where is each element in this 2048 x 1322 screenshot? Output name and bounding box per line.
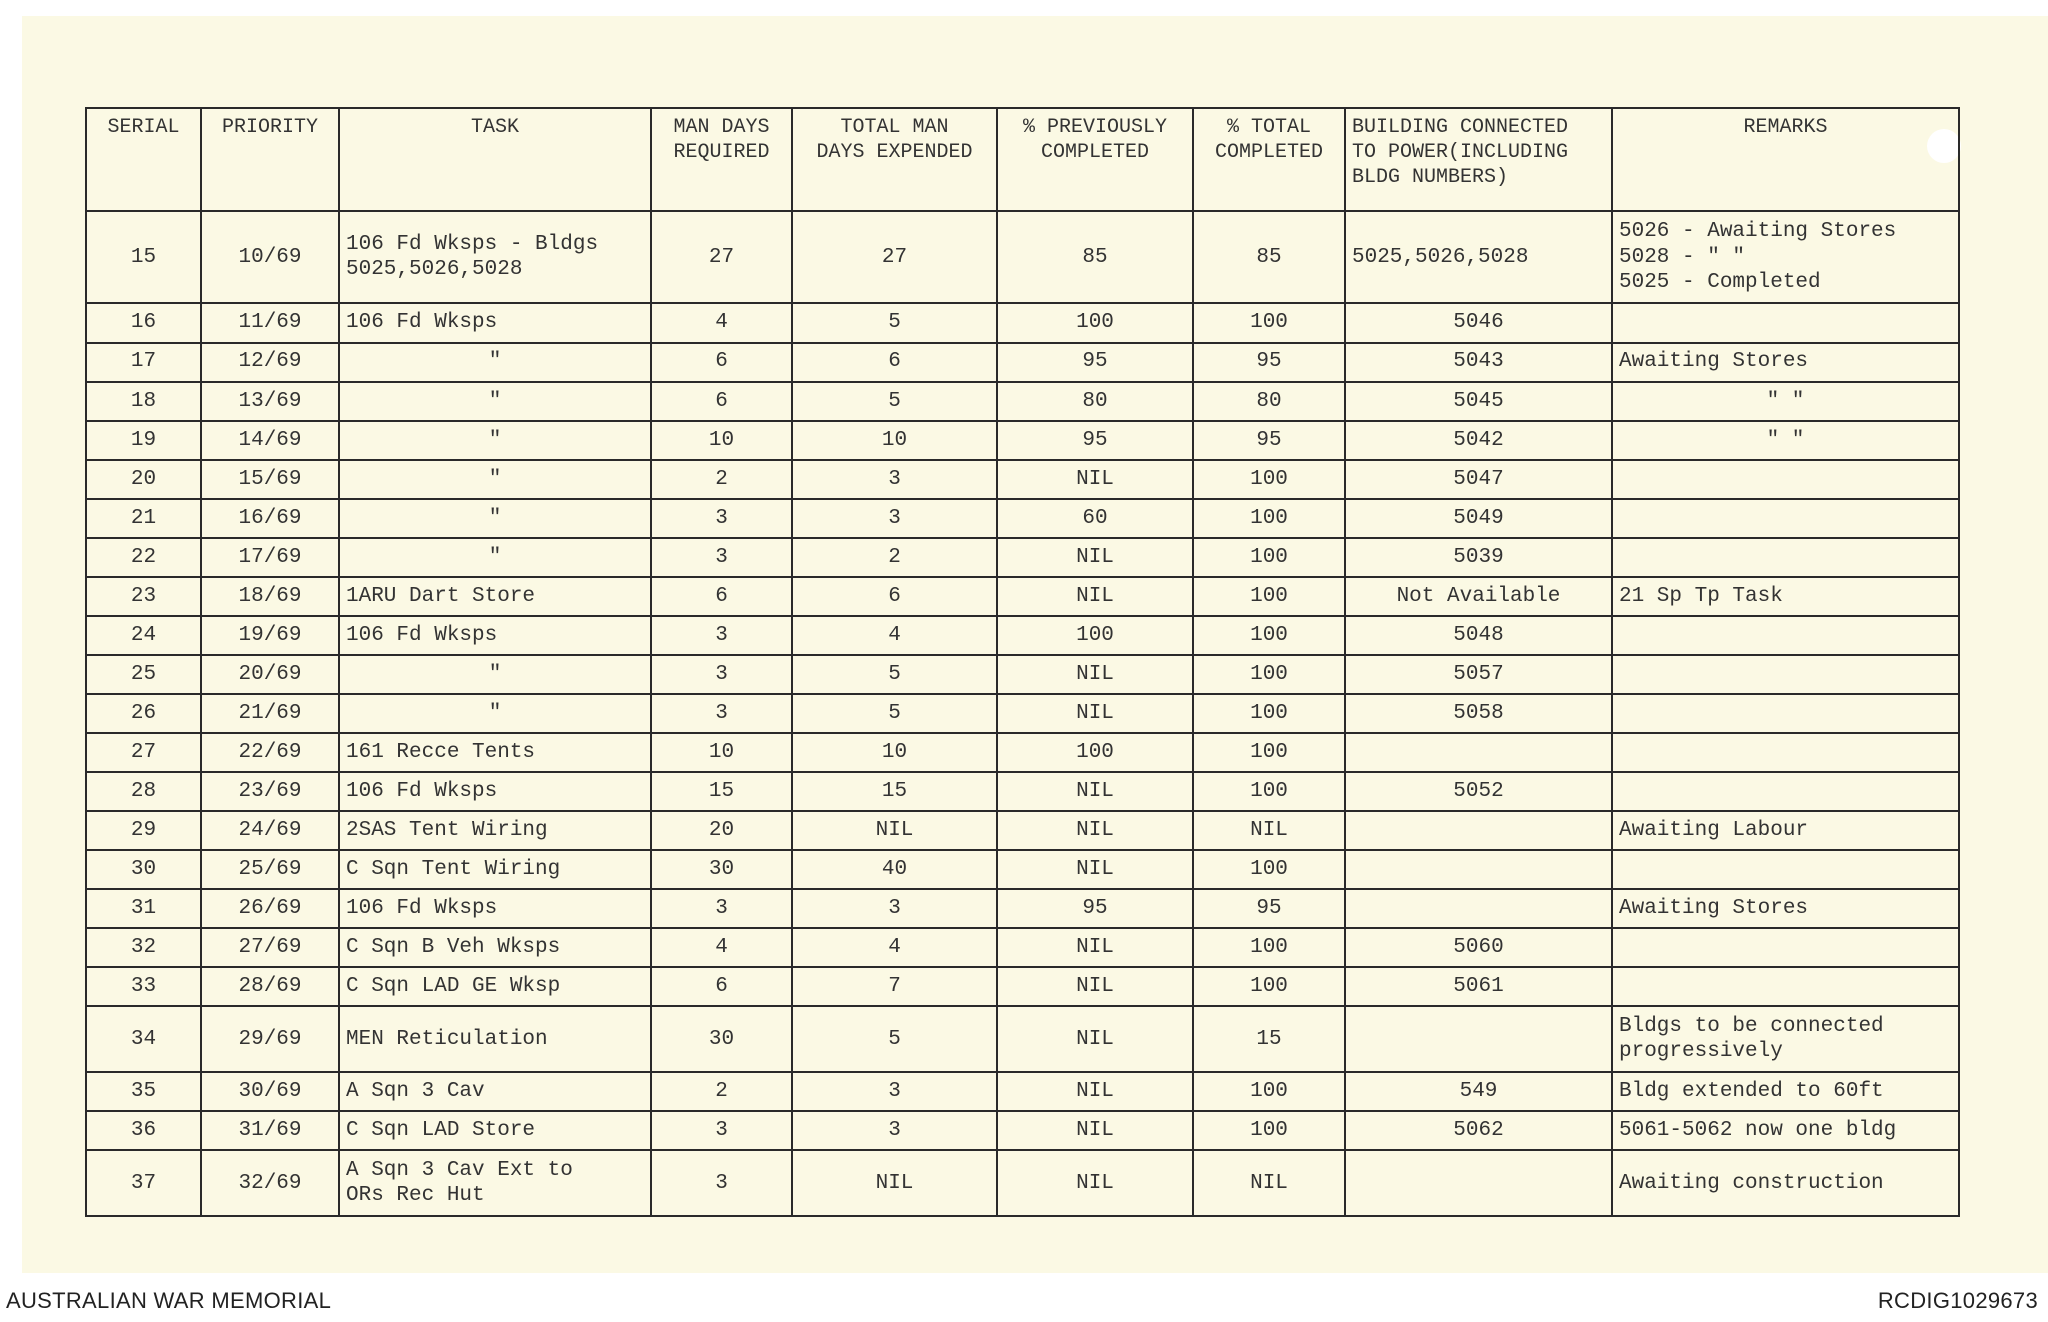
cell-task: MEN Reticulation xyxy=(339,1006,651,1072)
cell-man-days-required: 6 xyxy=(651,967,792,1006)
cell-building-connected: 5025,5026,5028 xyxy=(1345,211,1612,303)
cell-total-man-days-expended: 6 xyxy=(792,577,997,616)
cell-task: " xyxy=(339,460,651,499)
cell-man-days-required: 15 xyxy=(651,772,792,811)
cell-priority: 24/69 xyxy=(201,811,339,850)
cell-task: A Sqn 3 Cav Ext to ORs Rec Hut xyxy=(339,1150,651,1216)
cell-total-man-days-expended: 5 xyxy=(792,1006,997,1072)
cell-remarks xyxy=(1612,499,1959,538)
cell-priority: 21/69 xyxy=(201,694,339,733)
cell-task: C Sqn LAD GE Wksp xyxy=(339,967,651,1006)
cell-building-connected: 5061 xyxy=(1345,967,1612,1006)
cell-building-connected: 5043 xyxy=(1345,343,1612,382)
cell-percent-total-completed: 95 xyxy=(1193,421,1345,460)
cell-total-man-days-expended: 10 xyxy=(792,421,997,460)
cell-priority: 25/69 xyxy=(201,850,339,889)
cell-percent-previously-completed: 60 xyxy=(997,499,1193,538)
cell-task: C Sqn B Veh Wksps xyxy=(339,928,651,967)
table-row xyxy=(86,655,1959,694)
table-row xyxy=(86,811,1959,850)
cell-man-days-required: 4 xyxy=(651,303,792,342)
cell-percent-total-completed: 15 xyxy=(1193,1006,1345,1072)
cell-percent-previously-completed: NIL xyxy=(997,655,1193,694)
table-row xyxy=(86,850,1959,889)
table-row xyxy=(86,343,1959,382)
cell-serial: 25 xyxy=(86,655,201,694)
cell-serial: 34 xyxy=(86,1006,201,1072)
cell-serial: 15 xyxy=(86,211,201,303)
table-row xyxy=(86,303,1959,342)
cell-task: A Sqn 3 Cav xyxy=(339,1072,651,1111)
cell-priority: 17/69 xyxy=(201,538,339,577)
cell-man-days-required: 3 xyxy=(651,694,792,733)
cell-priority: 26/69 xyxy=(201,889,339,928)
cell-total-man-days-expended: 40 xyxy=(792,850,997,889)
cell-task: " xyxy=(339,499,651,538)
task-status-table xyxy=(85,107,1960,1217)
table-row xyxy=(86,1150,1959,1216)
cell-percent-total-completed: 100 xyxy=(1193,733,1345,772)
table-row xyxy=(86,772,1959,811)
cell-building-connected: 5049 xyxy=(1345,499,1612,538)
cell-total-man-days-expended: 3 xyxy=(792,1072,997,1111)
cell-priority: 12/69 xyxy=(201,343,339,382)
cell-serial: 33 xyxy=(86,967,201,1006)
cell-total-man-days-expended: 7 xyxy=(792,967,997,1006)
cell-serial: 19 xyxy=(86,421,201,460)
cell-total-man-days-expended: 6 xyxy=(792,343,997,382)
cell-serial: 24 xyxy=(86,616,201,655)
table-row xyxy=(86,889,1959,928)
cell-percent-total-completed: 100 xyxy=(1193,460,1345,499)
cell-remarks: Awaiting Labour xyxy=(1612,811,1959,850)
cell-percent-total-completed: 95 xyxy=(1193,889,1345,928)
cell-remarks: " " xyxy=(1612,382,1959,421)
cell-building-connected: 5062 xyxy=(1345,1111,1612,1150)
cell-building-connected: 5046 xyxy=(1345,303,1612,342)
header-percent-previously-completed: % PREVIOUSLY COMPLETED xyxy=(997,108,1193,211)
cell-man-days-required: 10 xyxy=(651,421,792,460)
cell-man-days-required: 6 xyxy=(651,343,792,382)
cell-building-connected: 5039 xyxy=(1345,538,1612,577)
table-row xyxy=(86,928,1959,967)
cell-total-man-days-expended: 2 xyxy=(792,538,997,577)
table-row xyxy=(86,460,1959,499)
cell-task: 106 Fd Wksps xyxy=(339,303,651,342)
cell-percent-previously-completed: NIL xyxy=(997,928,1193,967)
header-task: TASK xyxy=(339,108,651,211)
cell-priority: 32/69 xyxy=(201,1150,339,1216)
cell-building-connected: 5048 xyxy=(1345,616,1612,655)
cell-man-days-required: 3 xyxy=(651,889,792,928)
table-row xyxy=(86,538,1959,577)
source-caption: AUSTRALIAN WAR MEMORIAL xyxy=(6,1288,332,1313)
cell-man-days-required: 3 xyxy=(651,499,792,538)
cell-remarks xyxy=(1612,850,1959,889)
cell-serial: 16 xyxy=(86,303,201,342)
cell-percent-previously-completed: 100 xyxy=(997,616,1193,655)
cell-percent-total-completed: 100 xyxy=(1193,850,1345,889)
cell-remarks xyxy=(1612,616,1959,655)
cell-percent-previously-completed: NIL xyxy=(997,772,1193,811)
cell-serial: 17 xyxy=(86,343,201,382)
cell-remarks: 5061-5062 now one bldg xyxy=(1612,1111,1959,1150)
cell-percent-previously-completed: NIL xyxy=(997,850,1193,889)
cell-task: 1ARU Dart Store xyxy=(339,577,651,616)
cell-percent-total-completed: 100 xyxy=(1193,1072,1345,1111)
cell-percent-total-completed: 100 xyxy=(1193,928,1345,967)
cell-total-man-days-expended: 10 xyxy=(792,733,997,772)
cell-total-man-days-expended: 5 xyxy=(792,303,997,342)
cell-task: C Sqn Tent Wiring xyxy=(339,850,651,889)
cell-percent-previously-completed: NIL xyxy=(997,694,1193,733)
cell-percent-previously-completed: NIL xyxy=(997,1111,1193,1150)
cell-serial: 31 xyxy=(86,889,201,928)
cell-priority: 13/69 xyxy=(201,382,339,421)
record-id-caption: RCDIG1029673 xyxy=(1877,1288,2038,1313)
cell-building-connected: 5060 xyxy=(1345,928,1612,967)
cell-priority: 14/69 xyxy=(201,421,339,460)
cell-man-days-required: 2 xyxy=(651,460,792,499)
cell-percent-total-completed: 95 xyxy=(1193,343,1345,382)
cell-percent-previously-completed: NIL xyxy=(997,460,1193,499)
cell-serial: 18 xyxy=(86,382,201,421)
cell-serial: 21 xyxy=(86,499,201,538)
cell-remarks xyxy=(1612,733,1959,772)
table-row xyxy=(86,1111,1959,1150)
cell-priority: 20/69 xyxy=(201,655,339,694)
cell-remarks xyxy=(1612,303,1959,342)
cell-remarks xyxy=(1612,928,1959,967)
cell-serial: 32 xyxy=(86,928,201,967)
header-building-connected: BUILDING CONNECTED TO POWER(INCLUDING BLDG NUMBERS) xyxy=(1345,108,1612,211)
cell-percent-previously-completed: NIL xyxy=(997,811,1193,850)
cell-task: 2SAS Tent Wiring xyxy=(339,811,651,850)
header-man-days-required: MAN DAYS REQUIRED xyxy=(651,108,792,211)
cell-priority: 11/69 xyxy=(201,303,339,342)
cell-remarks xyxy=(1612,694,1959,733)
cell-building-connected: 549 xyxy=(1345,1072,1612,1111)
table-row xyxy=(86,616,1959,655)
cell-man-days-required: 30 xyxy=(651,1006,792,1072)
cell-task: 161 Recce Tents xyxy=(339,733,651,772)
cell-task: 106 Fd Wksps - Bldgs 5025,5026,5028 xyxy=(339,211,651,303)
table-row xyxy=(86,1072,1959,1111)
cell-priority: 19/69 xyxy=(201,616,339,655)
cell-total-man-days-expended: 3 xyxy=(792,499,997,538)
cell-remarks xyxy=(1612,538,1959,577)
cell-remarks: Awaiting construction xyxy=(1612,1150,1959,1216)
cell-priority: 18/69 xyxy=(201,577,339,616)
cell-man-days-required: 30 xyxy=(651,850,792,889)
cell-percent-total-completed: 100 xyxy=(1193,303,1345,342)
cell-percent-total-completed: NIL xyxy=(1193,1150,1345,1216)
cell-building-connected: 5045 xyxy=(1345,382,1612,421)
cell-serial: 22 xyxy=(86,538,201,577)
cell-total-man-days-expended: NIL xyxy=(792,1150,997,1216)
cell-percent-total-completed: 100 xyxy=(1193,694,1345,733)
cell-building-connected: 5052 xyxy=(1345,772,1612,811)
cell-task: 106 Fd Wksps xyxy=(339,772,651,811)
table-row xyxy=(86,1006,1959,1072)
cell-percent-previously-completed: 85 xyxy=(997,211,1193,303)
cell-percent-total-completed: 85 xyxy=(1193,211,1345,303)
cell-task: C Sqn LAD Store xyxy=(339,1111,651,1150)
cell-man-days-required: 20 xyxy=(651,811,792,850)
cell-man-days-required: 4 xyxy=(651,928,792,967)
cell-percent-total-completed: 100 xyxy=(1193,772,1345,811)
cell-remarks: Bldg extended to 60ft xyxy=(1612,1072,1959,1111)
header-priority: PRIORITY xyxy=(201,108,339,211)
cell-percent-total-completed: 100 xyxy=(1193,577,1345,616)
cell-priority: 27/69 xyxy=(201,928,339,967)
table-row xyxy=(86,499,1959,538)
cell-task: 106 Fd Wksps xyxy=(339,889,651,928)
table-row xyxy=(86,382,1959,421)
cell-remarks: 21 Sp Tp Task xyxy=(1612,577,1959,616)
cell-total-man-days-expended: NIL xyxy=(792,811,997,850)
table-row xyxy=(86,733,1959,772)
cell-serial: 28 xyxy=(86,772,201,811)
cell-remarks: " " xyxy=(1612,421,1959,460)
cell-percent-previously-completed: NIL xyxy=(997,1150,1193,1216)
cell-serial: 27 xyxy=(86,733,201,772)
cell-man-days-required: 3 xyxy=(651,1150,792,1216)
cell-percent-previously-completed: 95 xyxy=(997,343,1193,382)
cell-total-man-days-expended: 27 xyxy=(792,211,997,303)
cell-total-man-days-expended: 4 xyxy=(792,616,997,655)
cell-priority: 30/69 xyxy=(201,1072,339,1111)
cell-task: " xyxy=(339,382,651,421)
header-row xyxy=(86,108,1959,211)
cell-building-connected xyxy=(1345,1006,1612,1072)
cell-building-connected xyxy=(1345,889,1612,928)
cell-percent-previously-completed: 95 xyxy=(997,889,1193,928)
cell-percent-previously-completed: 100 xyxy=(997,303,1193,342)
header-total-man-days-expended: TOTAL MAN DAYS EXPENDED xyxy=(792,108,997,211)
cell-man-days-required: 6 xyxy=(651,382,792,421)
cell-serial: 26 xyxy=(86,694,201,733)
cell-remarks: 5026 - Awaiting Stores 5028 - " " 5025 - Completed xyxy=(1612,211,1959,303)
cell-man-days-required: 3 xyxy=(651,616,792,655)
cell-priority: 29/69 xyxy=(201,1006,339,1072)
cell-remarks: Awaiting Stores xyxy=(1612,343,1959,382)
cell-serial: 37 xyxy=(86,1150,201,1216)
cell-percent-previously-completed: NIL xyxy=(997,1072,1193,1111)
cell-percent-total-completed: 100 xyxy=(1193,967,1345,1006)
cell-percent-previously-completed: NIL xyxy=(997,538,1193,577)
cell-man-days-required: 10 xyxy=(651,733,792,772)
cell-percent-total-completed: 100 xyxy=(1193,655,1345,694)
header-serial: SERIAL xyxy=(86,108,201,211)
cell-priority: 16/69 xyxy=(201,499,339,538)
header-percent-total-completed: % TOTAL COMPLETED xyxy=(1193,108,1345,211)
cell-percent-previously-completed: 80 xyxy=(997,382,1193,421)
cell-total-man-days-expended: 3 xyxy=(792,889,997,928)
cell-task: " xyxy=(339,343,651,382)
cell-man-days-required: 3 xyxy=(651,655,792,694)
cell-remarks: Bldgs to be connected progressively xyxy=(1612,1006,1959,1072)
table-row xyxy=(86,694,1959,733)
cell-priority: 31/69 xyxy=(201,1111,339,1150)
cell-remarks xyxy=(1612,772,1959,811)
cell-task: " xyxy=(339,694,651,733)
cell-man-days-required: 3 xyxy=(651,538,792,577)
cell-building-connected xyxy=(1345,811,1612,850)
cell-building-connected: 5042 xyxy=(1345,421,1612,460)
cell-percent-total-completed: 100 xyxy=(1193,1111,1345,1150)
cell-total-man-days-expended: 3 xyxy=(792,460,997,499)
cell-total-man-days-expended: 3 xyxy=(792,1111,997,1150)
cell-priority: 28/69 xyxy=(201,967,339,1006)
cell-total-man-days-expended: 15 xyxy=(792,772,997,811)
cell-remarks: Awaiting Stores xyxy=(1612,889,1959,928)
cell-priority: 23/69 xyxy=(201,772,339,811)
cell-serial: 20 xyxy=(86,460,201,499)
cell-percent-total-completed: 100 xyxy=(1193,538,1345,577)
cell-task: " xyxy=(339,655,651,694)
cell-remarks xyxy=(1612,460,1959,499)
table-row xyxy=(86,421,1959,460)
cell-priority: 10/69 xyxy=(201,211,339,303)
cell-priority: 22/69 xyxy=(201,733,339,772)
cell-remarks xyxy=(1612,967,1959,1006)
cell-serial: 35 xyxy=(86,1072,201,1111)
cell-building-connected: 5058 xyxy=(1345,694,1612,733)
table-row xyxy=(86,967,1959,1006)
cell-percent-previously-completed: 100 xyxy=(997,733,1193,772)
cell-percent-total-completed: 100 xyxy=(1193,616,1345,655)
cell-building-connected xyxy=(1345,1150,1612,1216)
cell-percent-total-completed: 80 xyxy=(1193,382,1345,421)
cell-percent-previously-completed: NIL xyxy=(997,1006,1193,1072)
cell-total-man-days-expended: 5 xyxy=(792,382,997,421)
cell-serial: 36 xyxy=(86,1111,201,1150)
cell-total-man-days-expended: 4 xyxy=(792,928,997,967)
cell-building-connected: 5057 xyxy=(1345,655,1612,694)
cell-percent-total-completed: 100 xyxy=(1193,499,1345,538)
cell-serial: 23 xyxy=(86,577,201,616)
cell-building-connected: Not Available xyxy=(1345,577,1612,616)
table-row xyxy=(86,211,1959,303)
cell-task: " xyxy=(339,421,651,460)
cell-percent-previously-completed: NIL xyxy=(997,577,1193,616)
cell-total-man-days-expended: 5 xyxy=(792,694,997,733)
cell-remarks xyxy=(1612,655,1959,694)
header-remarks: REMARKS xyxy=(1612,108,1959,211)
cell-serial: 29 xyxy=(86,811,201,850)
cell-percent-total-completed: NIL xyxy=(1193,811,1345,850)
cell-task: 106 Fd Wksps xyxy=(339,616,651,655)
cell-percent-previously-completed: 95 xyxy=(997,421,1193,460)
table-row xyxy=(86,577,1959,616)
cell-building-connected xyxy=(1345,733,1612,772)
cell-man-days-required: 27 xyxy=(651,211,792,303)
cell-serial: 30 xyxy=(86,850,201,889)
cell-task: " xyxy=(339,538,651,577)
cell-priority: 15/69 xyxy=(201,460,339,499)
cell-building-connected: 5047 xyxy=(1345,460,1612,499)
cell-man-days-required: 6 xyxy=(651,577,792,616)
cell-building-connected xyxy=(1345,850,1612,889)
cell-man-days-required: 3 xyxy=(651,1111,792,1150)
cell-total-man-days-expended: 5 xyxy=(792,655,997,694)
cell-man-days-required: 2 xyxy=(651,1072,792,1111)
cell-percent-previously-completed: NIL xyxy=(997,967,1193,1006)
